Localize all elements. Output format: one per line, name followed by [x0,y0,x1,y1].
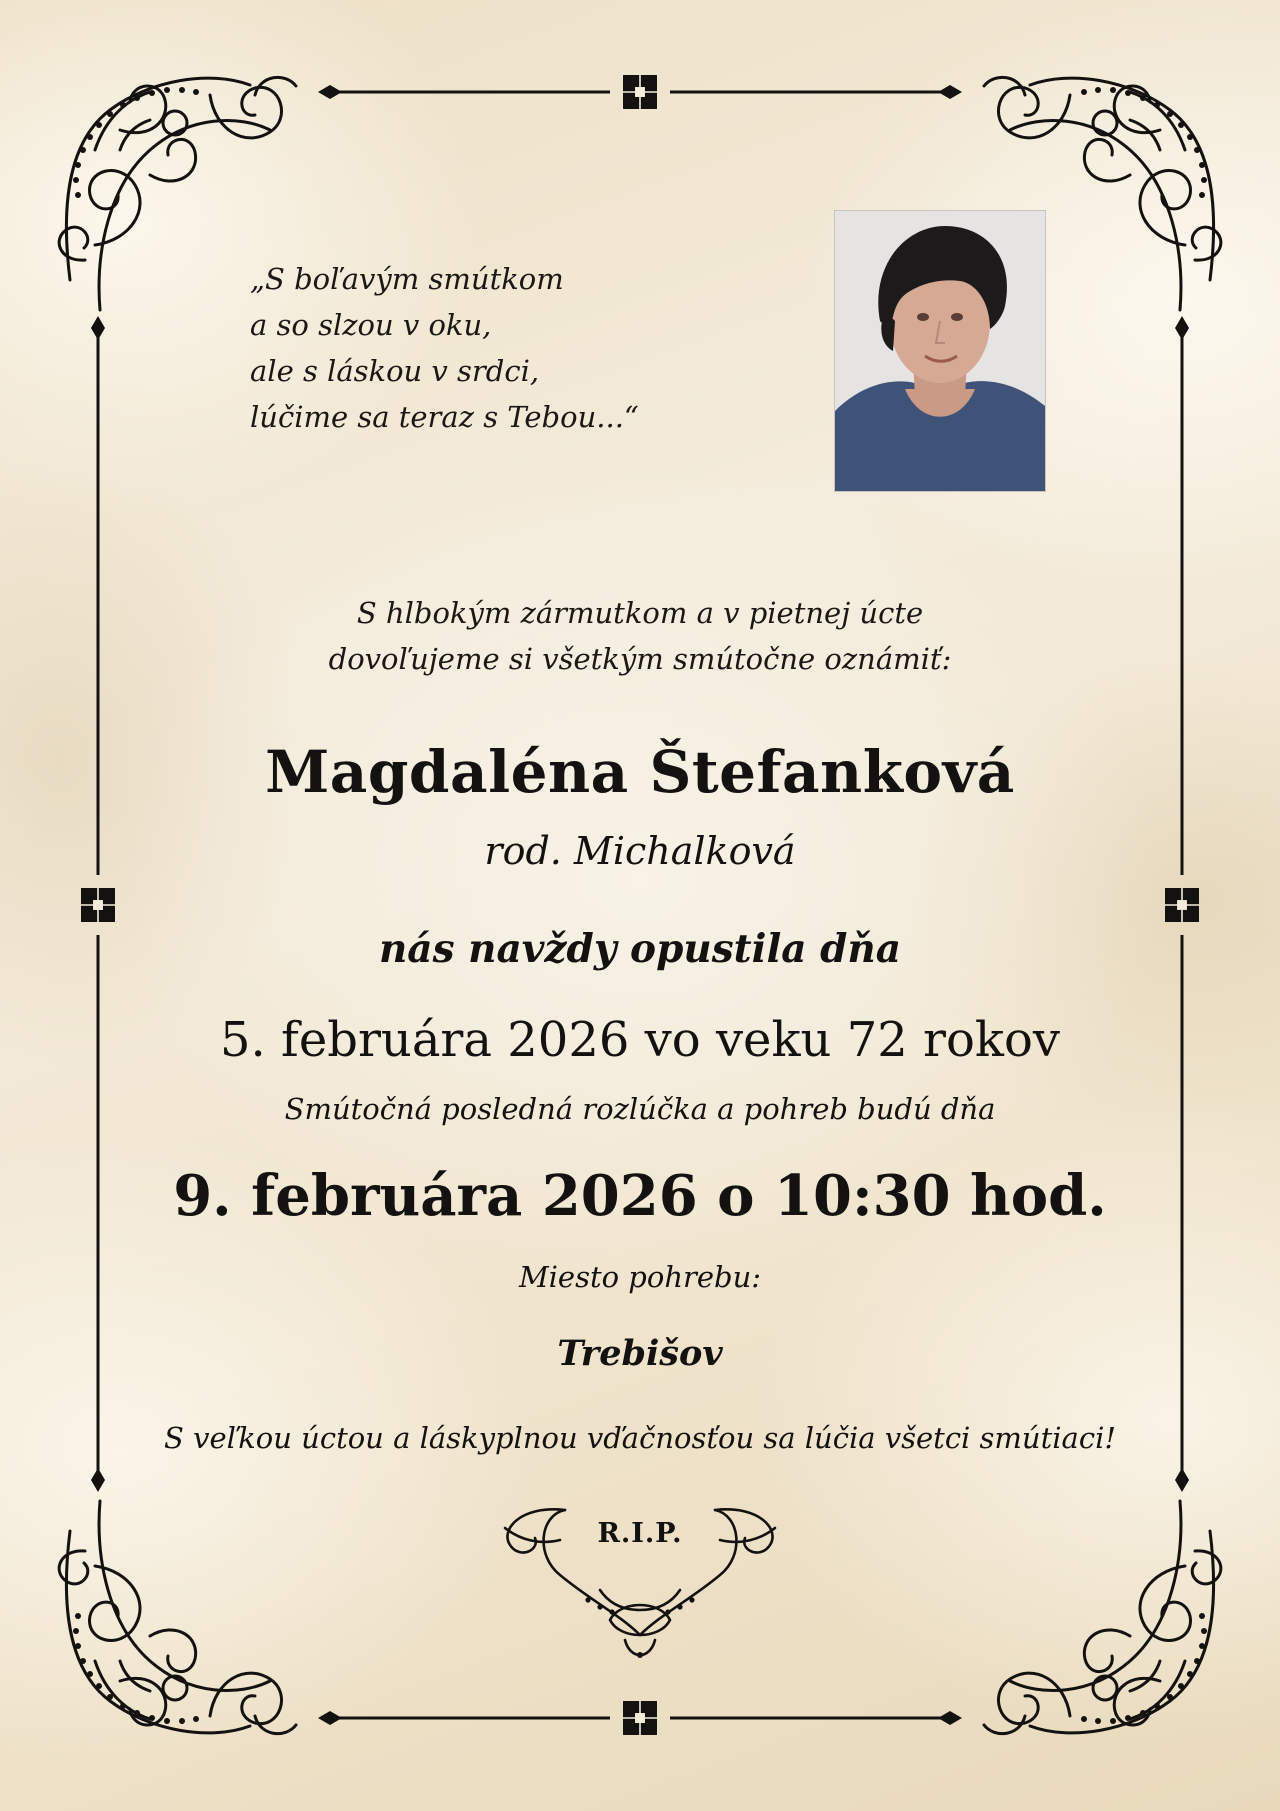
quote-line: a so slzou v oku, [250,308,492,342]
funeral-date-time: 9. februára 2026 o 10:30 hod. [173,1163,1107,1229]
announcement-intro [0,590,1280,682]
quote-line: lúčime sa teraz s Tebou...“ [250,400,639,434]
corner-ornament-bottom-right [984,1501,1221,1734]
closing-message: S veľkou úctou a láskyplnou vďačnosťou sa lúčia všetci smútiaci! [163,1421,1116,1455]
deceased-name: Magdaléna Štefanková [265,738,1015,806]
quote-line: „S boľavým smútkom [250,262,564,296]
corner-ornament-bottom-left [59,1501,296,1734]
memorial-quote [250,256,770,440]
cross-icon [623,75,657,109]
death-date-age: 5. februára 2026 vo veku 72 rokov [220,1012,1060,1068]
intro-line-2: dovoľujeme si všetkým smútočne oznámiť: [328,642,952,676]
deceased-portrait-photo [834,210,1046,492]
quote-line: ale s láskou v srdci, [250,354,540,388]
cross-icon [623,1701,657,1735]
intro-line-1: S hlbokým zármutkom a v pietnej úcte [356,596,924,630]
cross-icon [81,888,115,922]
funeral-place: Trebišov [557,1333,723,1374]
left-us-on-text: nás navždy opustila dňa [378,926,902,972]
funeral-intro: Smútočná posledná rozlúčka a pohreb budú dňa [284,1092,996,1126]
maiden-name: rod. Michalková [484,829,796,873]
cross-icon [1165,888,1199,922]
funeral-place-label: Miesto pohrebu: [518,1260,762,1294]
rip-label: R.I.P. [597,1518,683,1549]
